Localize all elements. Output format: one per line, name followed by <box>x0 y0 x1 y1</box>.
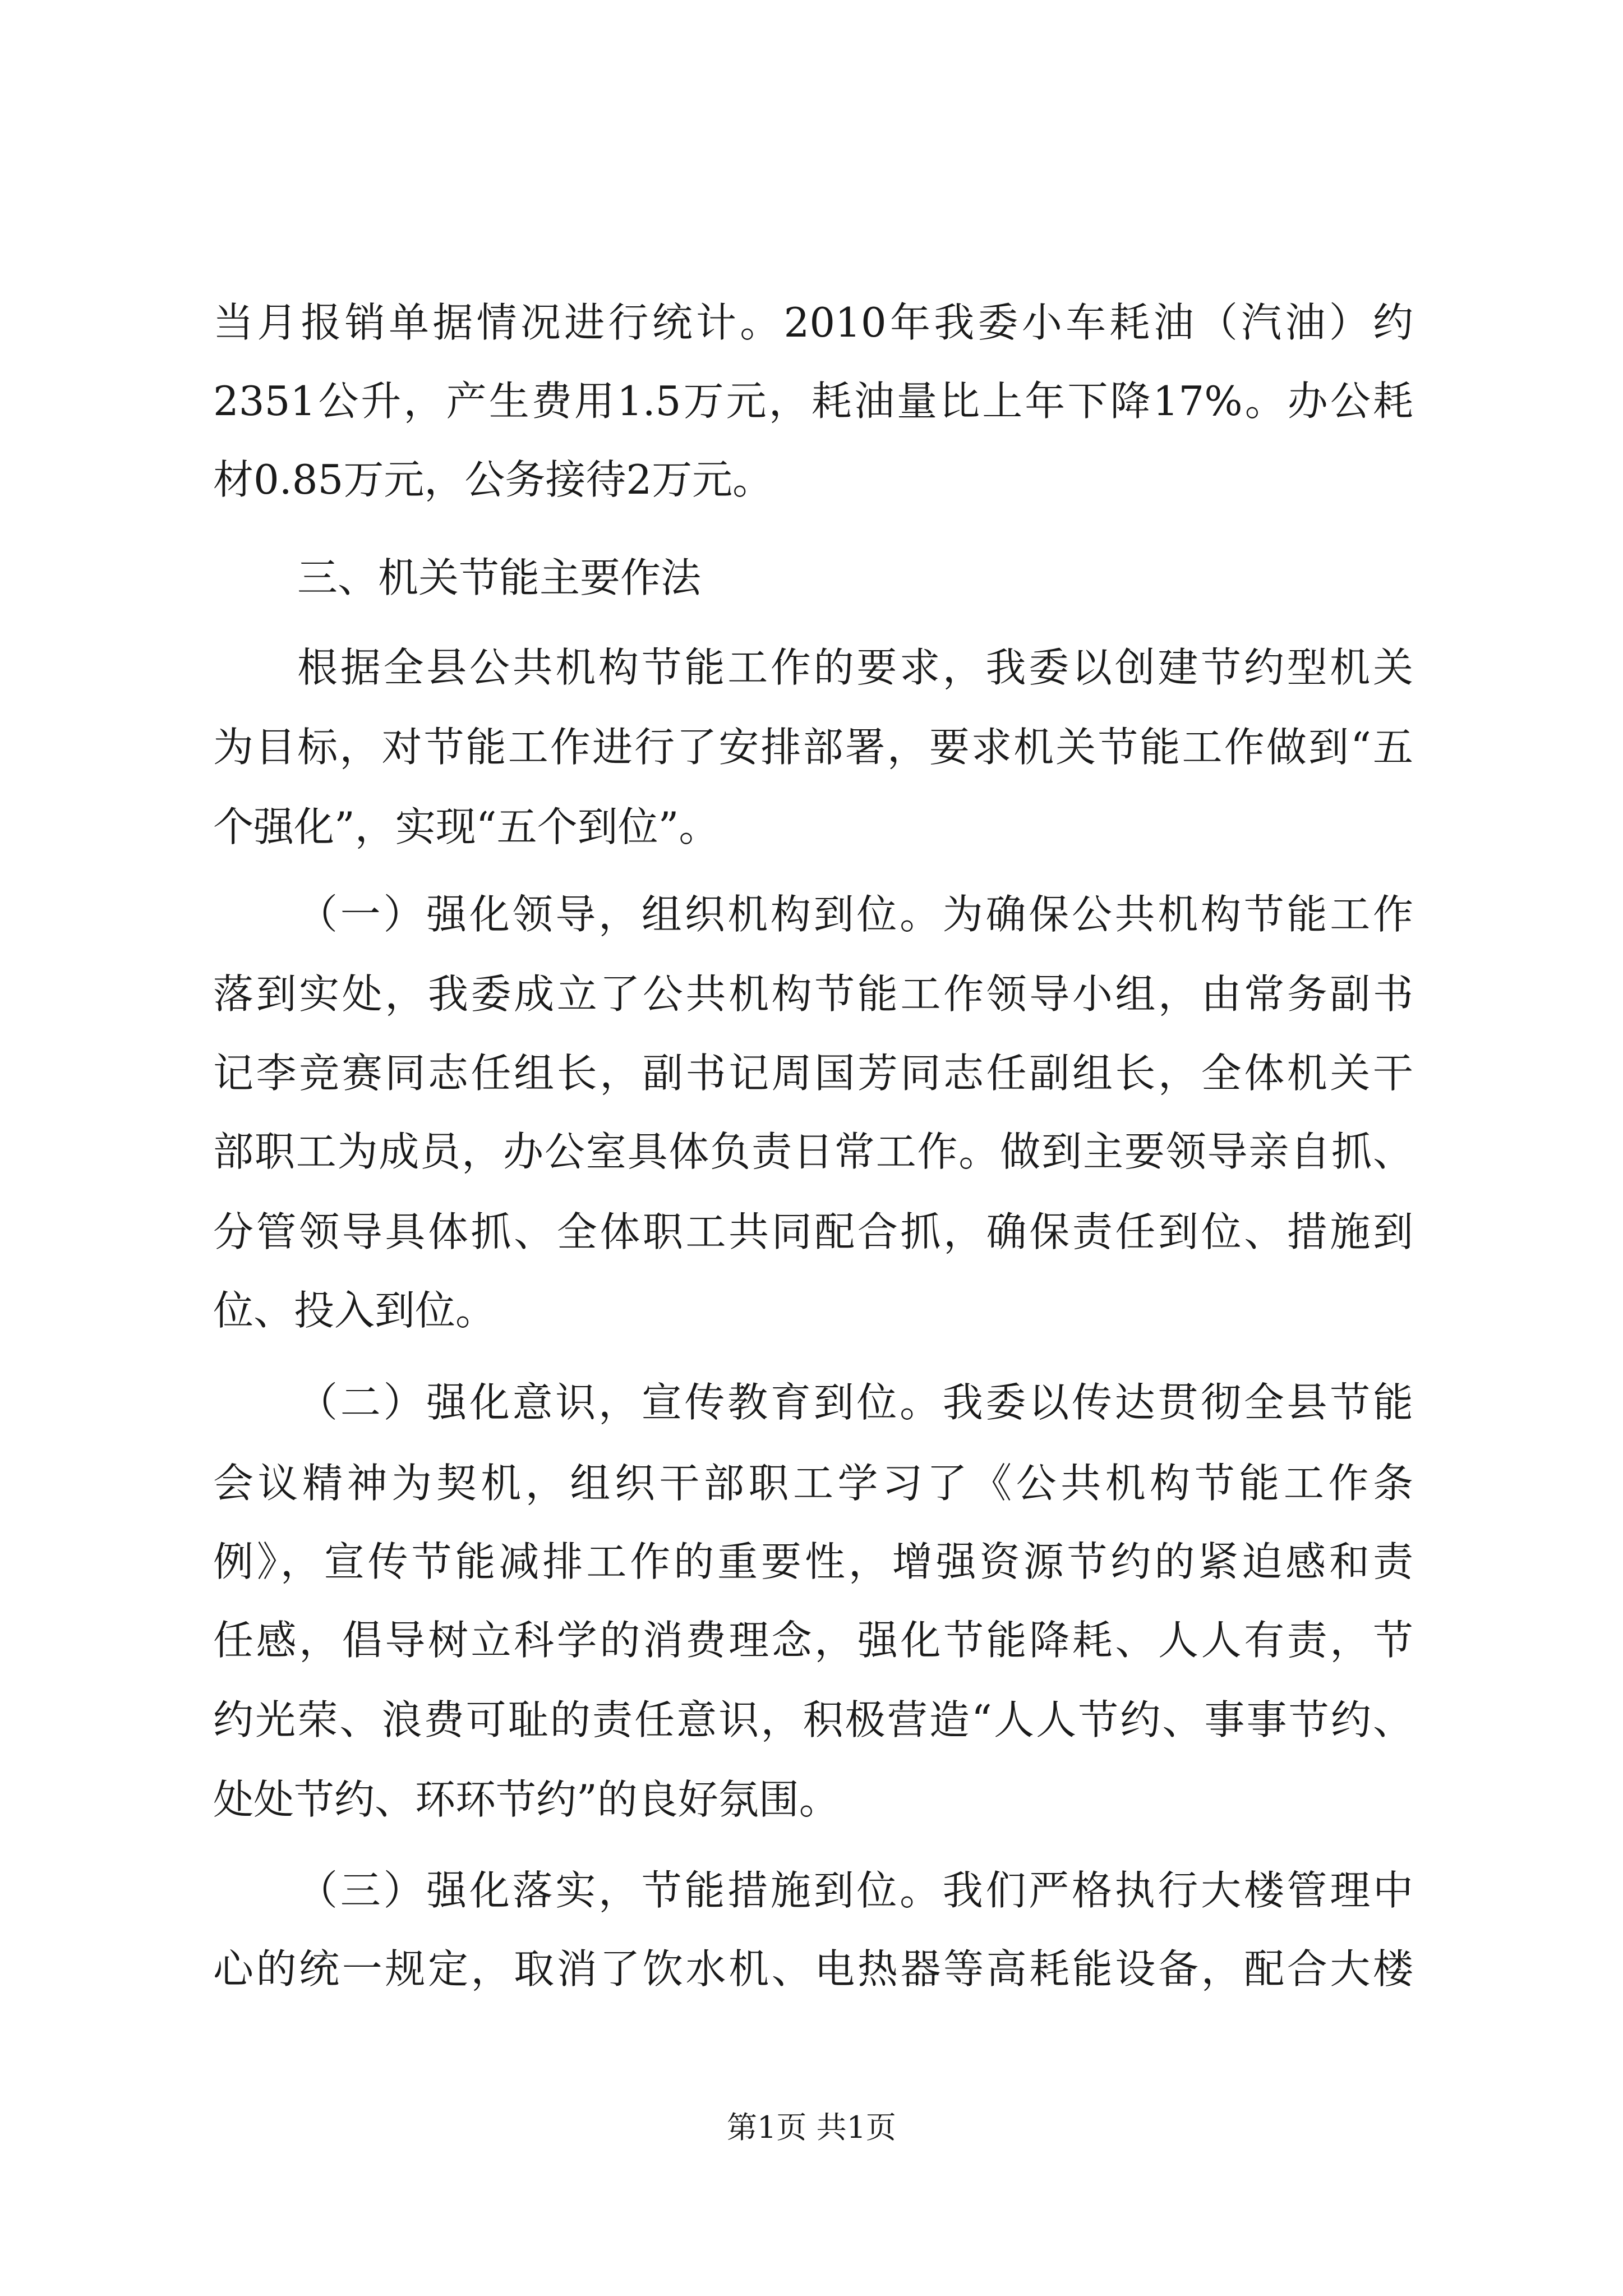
text-line: 材0.85万元，公务接待2万元。 <box>213 456 773 503</box>
text-line: 心的统一规定，取消了饮水机、电热器等高耗能设备，配合大楼 <box>213 1945 1413 1993</box>
text-line: 部职工为成员，办公室具体负责日常工作。做到主要领导亲自抓、 <box>213 1128 1413 1175</box>
section-heading: 三、机关节能主要作法 <box>297 554 702 601</box>
text-line: 分管领导具体抓、全体职工共同配合抓，确保责任到位、措施到 <box>213 1208 1413 1255</box>
text-line: 处处节约、环环节约”的良好氛围。 <box>213 1776 840 1823</box>
text-line: 位、投入到位。 <box>213 1287 496 1334</box>
text-line: （二）强化意识，宣传教育到位。我委以传达贯彻全县节能 <box>297 1379 1413 1426</box>
text-line: 为目标，对节能工作进行了安排部署，要求机关节能工作做到“五 <box>213 724 1413 771</box>
text-line: 落到实处，我委成立了公共机构节能工作领导小组，由常务副书 <box>213 970 1413 1018</box>
text-line: 当月报销单据情况进行统计。2010年我委小车耗油（汽油）约 <box>213 299 1413 346</box>
page-number-footer: 第1页 共1页 <box>727 2110 896 2145</box>
text-line: （一）强化领导，组织机构到位。为确保公共机构节能工作 <box>297 891 1413 938</box>
text-line: 2351公升，产生费用1.5万元，耗油量比上年下降17%。办公耗 <box>213 378 1413 425</box>
text-line: 记李竞赛同志任组长，副书记周国芳同志任副组长，全体机关干 <box>213 1050 1413 1097</box>
text-line: 约光荣、浪费可耻的责任意识，积极营造“人人节约、事事节约、 <box>213 1696 1413 1743</box>
text-line: 根据全县公共机构节能工作的要求，我委以创建节约型机关 <box>297 644 1413 691</box>
text-line: 例》，宣传节能减排工作的重要性，增强资源节约的紧迫感和责 <box>213 1538 1413 1585</box>
text-line: （三）强化落实，节能措施到位。我们严格执行大楼管理中 <box>297 1867 1413 1914</box>
text-line: 个强化”，实现“五个到位”。 <box>213 803 720 850</box>
text-line: 会议精神为契机，组织干部职工学习了《公共机构节能工作条 <box>213 1460 1413 1507</box>
text-line: 任感，倡导树立科学的消费理念，强化节能降耗、人人有责，节 <box>213 1617 1413 1664</box>
